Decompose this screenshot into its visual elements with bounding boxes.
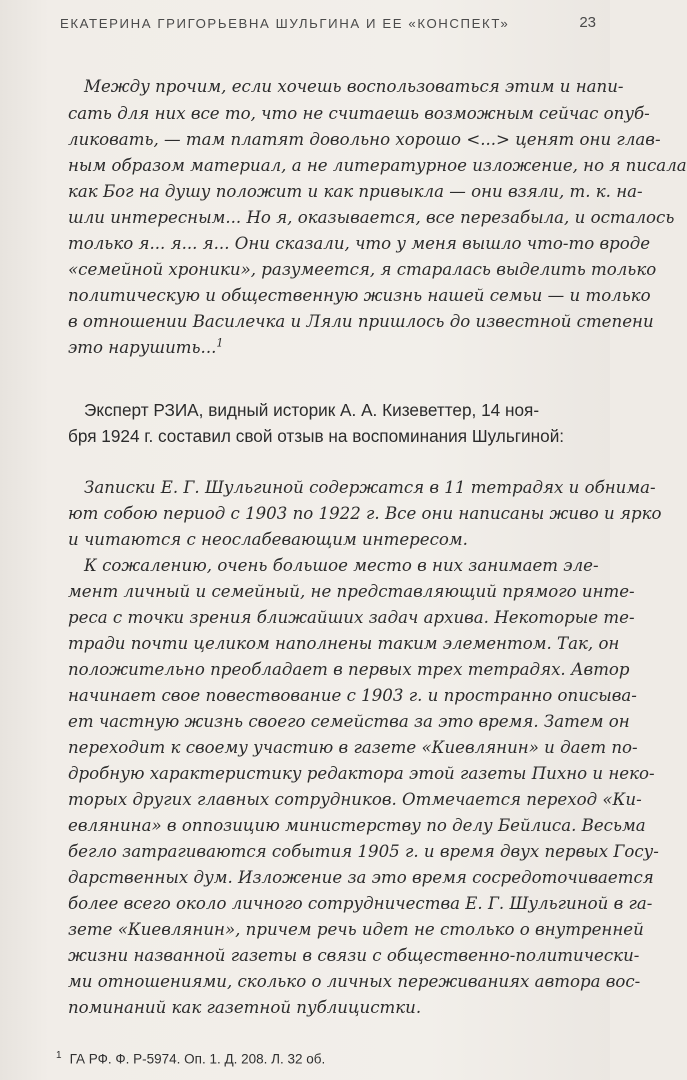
page-number: 23 — [579, 14, 596, 31]
page-header — [60, 14, 596, 36]
quote-line: более всего около личного сотрудничества Е. Г. Шульгиной в га- — [68, 894, 653, 913]
quote-line: ликовать, — там платят довольно хорошо <...> ценят они глав- — [68, 130, 661, 149]
quote-line: сать для них все то, что не считаешь возможным сейчас опуб- — [68, 104, 650, 123]
quote-line: и читаются с неослабевающим интересом. — [68, 530, 468, 549]
quote-line: положительно преобладает в первых трех тетрадях. Автор — [68, 660, 630, 679]
quote-line: дарственных дум. Изложение за это время сосредоточивается — [68, 868, 654, 887]
quote-line: переходит к своему участию в газете «Киевлянин» и дает по- — [68, 738, 638, 757]
quote-line: поминаний как газетной публицистки. — [68, 998, 422, 1017]
quote-line: шли интересным... Но я, оказывается, все перезабыла, и осталось — [68, 208, 675, 227]
quote-line: только я... я... я... Они сказали, что у меня вышло что-то вроде — [68, 234, 651, 253]
quote-line-text: это нарушить... — [68, 338, 217, 357]
quote-line: К сожалению, очень большое место в них занимает эле- — [84, 556, 599, 575]
quote-line-last — [68, 336, 592, 360]
quote-line: в отношении Василечка и Ляли пришлось до известной степени — [68, 312, 654, 331]
footnote — [56, 1050, 325, 1067]
running-head: ЕКАТЕРИНА ГРИГОРЬЕВНА ШУЛЬГИНА И ЕЕ «КОНСПЕКТ» — [60, 16, 510, 31]
quote-line: евлянина» в оппозицию министерству по делу Бейлиса. Весьма — [68, 816, 646, 835]
quote-line: дробную характеристику редактора этой газеты Пихно и неко- — [68, 764, 655, 783]
quote-line: политическую и общественную жизнь нашей семьи — и только — [68, 286, 651, 305]
quote-line: Записки Е. Г. Шульгиной содержатся в 11 тетрадях и обнима- — [84, 478, 656, 497]
quote-line: торых других главных сотрудников. Отмечается переход «Ки- — [68, 790, 642, 809]
quote-line: ет частную жизнь своего семейства за это время. Затем он — [68, 712, 630, 731]
body-line: бря 1924 г. составил свой отзыв на воспоминания Шульгиной: — [68, 426, 565, 446]
quote-line: ми отношениями, сколько о личных переживаниях автора вос- — [68, 972, 641, 991]
quote-line: жизни названной газеты в связи с общественно-политически- — [68, 946, 640, 965]
quote-line: тради почти целиком наполнены таким элементом. Так, он — [68, 634, 620, 653]
quote-line: реса с точки зрения ближайших задач архива. Некоторые те- — [68, 608, 635, 627]
footnote-marker: 1 — [56, 1050, 62, 1061]
footnote-ref: 1 — [216, 336, 224, 350]
quote-line: начинает свое повествование с 1903 г. и пространно описыва- — [68, 686, 637, 705]
quote-line: бегло затрагиваются события 1905 г. и время двух первых Госу- — [68, 842, 659, 861]
quote-line: как Бог на душу положит и как привыкла — они взяли, т. к. на- — [68, 182, 643, 201]
quote-line: зете «Киевлянин», причем речь идет не столько о внутренней — [68, 920, 644, 939]
footnote-text: ГА РФ. Ф. Р-5974. Оп. 1. Д. 208. Л. 32 об. — [69, 1051, 326, 1067]
quote-line: ным образом материал, а не литературное изложение, но я писала — [68, 156, 687, 175]
quote-line: ют собою период с 1903 по 1922 г. Все они написаны живо и ярко — [68, 504, 662, 523]
quote-line: мент личный и семейный, не представляющий прямого инте- — [68, 582, 635, 601]
quote-line: «семейной хроники», разумеется, я старалась выделить только — [68, 260, 657, 279]
quote-line: Между прочим, если хочешь воспользоваться этим и напи- — [84, 77, 624, 96]
body-line: Эксперт РЗИА, видный историк А. А. Кизеветтер, 14 ноя- — [84, 400, 540, 420]
